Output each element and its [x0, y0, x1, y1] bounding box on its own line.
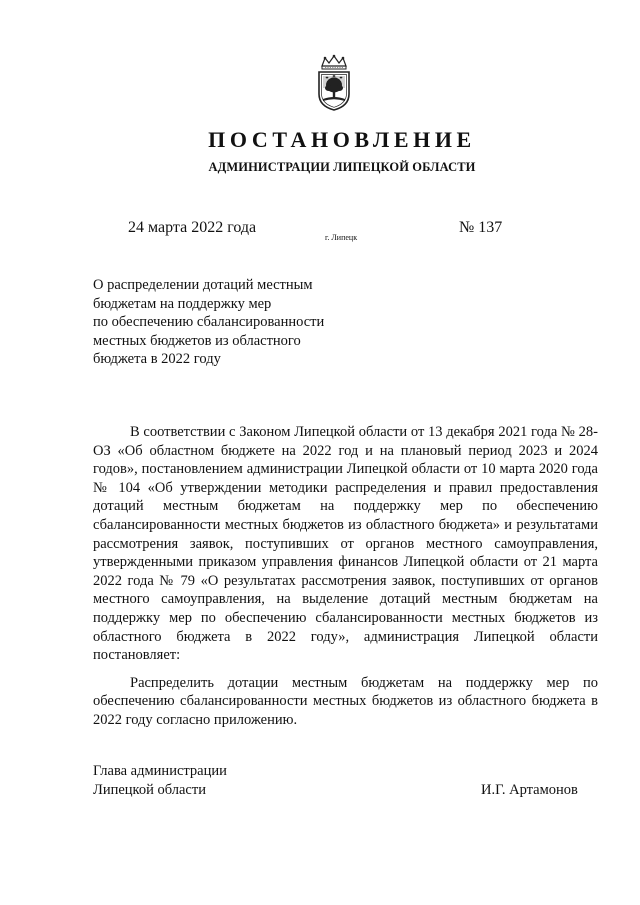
signatory-name: И.Г. Артамонов: [481, 782, 578, 798]
body-paragraph-preamble: В соответствии с Законом Липецкой области от 13 декабря 2021 года № 28-ОЗ «Об областном бюджете на 2022 год и на плановый период 2023 и 2024 годов», постановлением администрации Липецкой области от 10 марта 2020 года № 104 «Об утверждении методики распределения и правил предоставления дотаций местным бюджетам на поддержку мер по обеспечению сбалансированности местных бюджетов из областного бюджета» и результатами рассмотрения заявок, поступивших от органов местного самоуправления, утвержденными приказом управления финансов Липецкой области от 21 марта 2022 года № 79 «О результатах рассмотрения заявок, поступивших от органов местного самоуправления, на выделение дотаций местным бюджетам на поддержку мер по обеспечению сбалансированности местных бюджетов из областного бюджета в 2022 году», администрация Липецкой области постановляет:: [93, 424, 598, 664]
heading-line: бюджета в 2022 году: [93, 351, 221, 367]
document-body: [93, 423, 598, 730]
document-heading: [93, 276, 363, 369]
signatory-position-line: Глава администрации: [93, 763, 227, 779]
body-paragraph-resolution: Распределить дотации местным бюджетам на поддержку мер по обеспечению сбалансированности местных бюджетов из областного бюджета в 2022 году согласно приложению.: [93, 674, 598, 728]
heading-line: О распределении дотаций местным: [93, 277, 313, 293]
issuing-authority: АДМИНИСТРАЦИИ ЛИПЕЦКОЙ ОБЛАСТИ: [208, 160, 476, 174]
signatory-position-line: Липецкой области: [93, 781, 206, 798]
heading-line: бюджетам на поддержку мер: [93, 295, 272, 312]
document-date: 24 марта 2022 года: [128, 219, 257, 236]
signatory-position: [93, 762, 227, 799]
document-title: ПОСТАНОВЛЕНИЕ: [208, 127, 476, 152]
heading-line: по обеспечению сбалансированности: [93, 314, 325, 330]
document-number: № 137: [459, 219, 503, 236]
document-city: г. Липецк: [325, 233, 358, 242]
lipetsk-oblast-coat-of-arms-icon: [314, 54, 354, 112]
heading-line: местных бюджетов из областного: [93, 332, 301, 349]
